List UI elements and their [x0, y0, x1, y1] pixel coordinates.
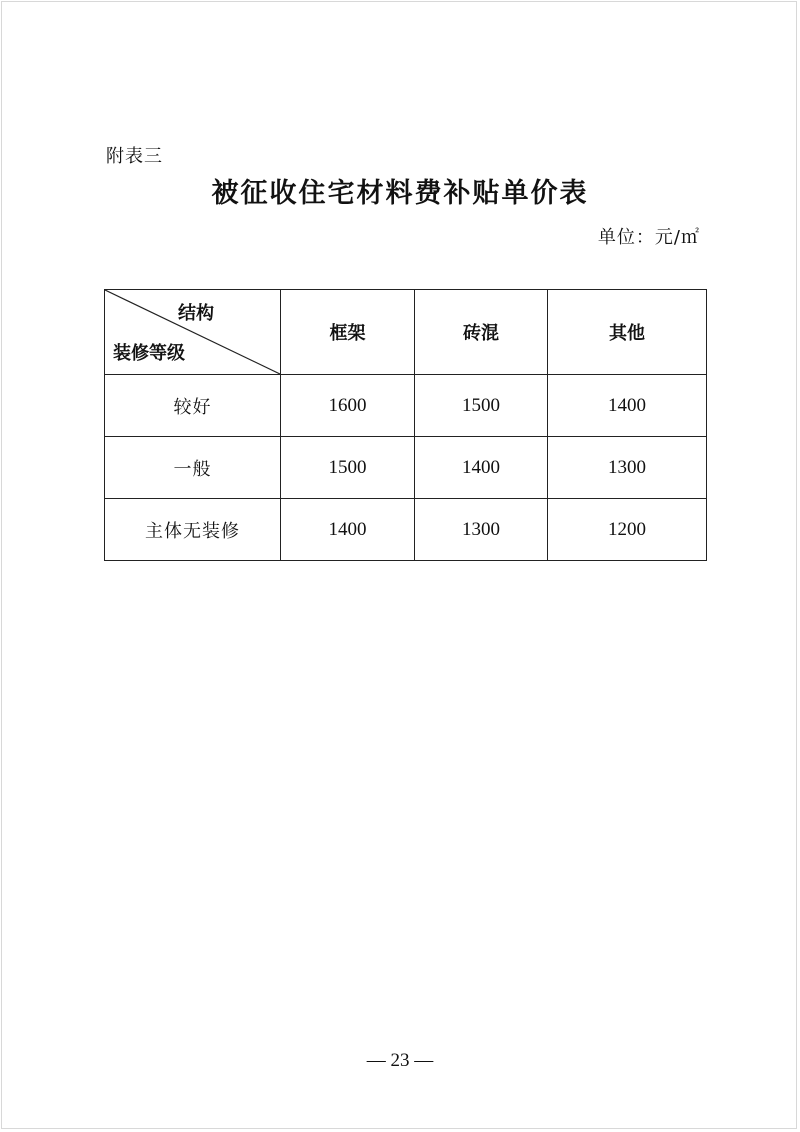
corner-decoration-label: 装修等级: [113, 343, 185, 364]
table-cell: 1200: [548, 499, 707, 561]
table-cell: 1600: [281, 375, 415, 437]
document-title: 被征收住宅材料费补贴单价表: [211, 178, 589, 209]
row-label: 一般: [105, 437, 281, 499]
price-table: [104, 289, 707, 561]
table-cell: 1400: [281, 499, 415, 561]
page-number: — 23 —: [366, 1050, 434, 1071]
corner-structure-label: 结构: [178, 303, 214, 324]
table-cell: 1300: [415, 499, 548, 561]
row-label: 主体无装修: [105, 499, 281, 561]
table-cell: 1300: [548, 437, 707, 499]
corner-header-cell: [105, 290, 281, 375]
attachment-label: 附表三: [106, 146, 163, 167]
table-cell: 1400: [415, 437, 548, 499]
table-row: [105, 375, 707, 437]
table-row: [105, 437, 707, 499]
table-cell: 1400: [548, 375, 707, 437]
column-header-other: 其他: [548, 290, 707, 375]
table-row: [105, 499, 707, 561]
column-header-brick: 砖混: [415, 290, 548, 375]
unit-label: 单位：元/㎡: [597, 227, 700, 248]
column-header-frame: 框架: [281, 290, 415, 375]
row-label: 较好: [105, 375, 281, 437]
table-cell: 1500: [281, 437, 415, 499]
table-cell: 1500: [415, 375, 548, 437]
table-header-row: [105, 290, 707, 375]
